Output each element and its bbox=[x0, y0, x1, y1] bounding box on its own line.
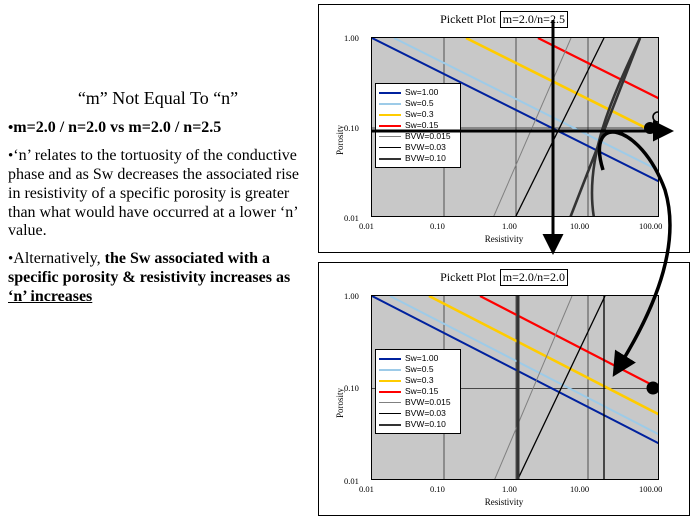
bullet-dot: • bbox=[8, 120, 14, 136]
legend-swatch-bvw0015 bbox=[379, 402, 401, 403]
panel-title-top-text: Pickett Plot bbox=[440, 12, 496, 26]
legend-label: BVW=0.03 bbox=[405, 142, 446, 152]
bullet-3-lead: Alternatively, bbox=[13, 250, 105, 268]
panel-title-bottom bbox=[319, 269, 689, 286]
legend-swatch-sw050 bbox=[379, 103, 401, 105]
legend-label: Sw=0.5 bbox=[405, 98, 434, 108]
x-tick-top-4: 10.00 bbox=[570, 221, 590, 231]
legend-swatch-sw050 bbox=[379, 369, 401, 371]
x-tick-bottom-3: 1.00 bbox=[502, 484, 517, 494]
legend-label: BVW=0.03 bbox=[405, 408, 446, 418]
legend-item bbox=[379, 364, 456, 375]
y-tick-top-3: 0.01 bbox=[344, 213, 359, 223]
panel-title-bottom-box: m=2.0/n=2.0 bbox=[500, 269, 568, 286]
legend-bottom bbox=[375, 349, 461, 434]
legend-swatch-bvw003 bbox=[379, 413, 401, 414]
bullet-2-text: ‘n’ relates to the tortuosity of the conductive phase and as Sw decreases the associated rise in resistivity of a specific porosity is greater than what would have occurred at a lower ‘n’ value. bbox=[8, 146, 299, 240]
legend-item bbox=[379, 98, 456, 109]
bullet-2 bbox=[8, 147, 308, 241]
x-tick-bottom-5: 100.00 bbox=[639, 484, 663, 494]
legend-label: Sw=0.15 bbox=[405, 120, 439, 130]
pickett-plot-top-panel bbox=[318, 4, 690, 253]
x-tick-top-3: 1.00 bbox=[502, 221, 517, 231]
bullet-dot: • bbox=[8, 147, 14, 164]
legend-item bbox=[379, 408, 456, 419]
legend-label: BVW=0.015 bbox=[405, 131, 451, 141]
legend-label: Sw=0.3 bbox=[405, 109, 434, 119]
legend-item bbox=[379, 109, 456, 120]
y-axis-label-bottom: Porosity bbox=[335, 387, 345, 418]
pickett-plot-bottom-panel bbox=[318, 262, 690, 516]
legend-label: Sw=0.3 bbox=[405, 375, 434, 385]
legend-item bbox=[379, 353, 456, 364]
bullet-dot: • bbox=[8, 251, 14, 268]
legend-swatch-bvw010 bbox=[379, 158, 401, 160]
x-tick-bottom-4: 10.00 bbox=[570, 484, 590, 494]
legend-item bbox=[379, 142, 456, 153]
legend-swatch-bvw0015 bbox=[379, 136, 401, 137]
legend-swatch-sw100 bbox=[379, 358, 401, 360]
panel-title-top bbox=[319, 11, 689, 28]
x-tick-top-1: 0.01 bbox=[359, 221, 374, 231]
legend-label: Sw=1.00 bbox=[405, 87, 439, 97]
legend-label: Sw=1.00 bbox=[405, 353, 439, 363]
legend-item bbox=[379, 153, 456, 164]
bullet-3 bbox=[8, 250, 308, 307]
bullet-1 bbox=[8, 119, 308, 138]
legend-item bbox=[379, 120, 456, 131]
legend-item bbox=[379, 419, 456, 430]
filled-circle-marker-bottom bbox=[647, 382, 660, 395]
text-column bbox=[8, 88, 308, 316]
filled-circle-marker-top bbox=[644, 122, 656, 134]
legend-item bbox=[379, 397, 456, 408]
y-tick-top-2: 0.10 bbox=[344, 123, 359, 133]
legend-item bbox=[379, 131, 456, 142]
x-tick-bottom-2: 0.10 bbox=[430, 484, 445, 494]
y-tick-bottom-3: 0.01 bbox=[344, 476, 359, 486]
panel-title-bottom-text: Pickett Plot bbox=[440, 270, 496, 284]
y-tick-bottom-2: 0.10 bbox=[344, 383, 359, 393]
legend-label: BVW=0.10 bbox=[405, 153, 446, 163]
legend-label: Sw=0.5 bbox=[405, 364, 434, 374]
x-tick-top-5: 100.00 bbox=[639, 221, 663, 231]
bullet-1-text: m=2.0 / n=2.0 vs m=2.0 / n=2.5 bbox=[13, 119, 222, 136]
legend-swatch-sw030 bbox=[379, 114, 401, 116]
x-tick-top-2: 0.10 bbox=[430, 221, 445, 231]
x-tick-bottom-1: 0.01 bbox=[359, 484, 374, 494]
x-axis-label-top: Resistivity bbox=[484, 234, 524, 244]
legend-item bbox=[379, 87, 456, 98]
page-title: “m” Not Equal To “n” bbox=[77, 88, 239, 108]
legend-swatch-sw015 bbox=[379, 391, 401, 393]
legend-item bbox=[379, 375, 456, 386]
panel-title-top-box: m=2.0/n=2.5 bbox=[500, 11, 568, 28]
legend-label: BVW=0.015 bbox=[405, 397, 451, 407]
y-tick-bottom-1: 1.00 bbox=[344, 291, 359, 301]
legend-top bbox=[375, 83, 461, 168]
bullet-3-underline: ‘n’ increases bbox=[8, 288, 93, 305]
legend-item bbox=[379, 386, 456, 397]
x-axis-label-bottom: Resistivity bbox=[484, 497, 524, 507]
legend-swatch-bvw010 bbox=[379, 424, 401, 426]
legend-swatch-sw100 bbox=[379, 92, 401, 94]
bullet-3-bold: the Sw associated with a specific porosity & resistivity increases as bbox=[8, 250, 291, 287]
legend-swatch-bvw003 bbox=[379, 147, 401, 148]
legend-label: Sw=0.15 bbox=[405, 386, 439, 396]
legend-label: BVW=0.10 bbox=[405, 419, 446, 429]
y-tick-top-1: 1.00 bbox=[344, 33, 359, 43]
open-circle-marker-top bbox=[653, 112, 659, 122]
y-axis-label-top: Porosity bbox=[335, 124, 345, 155]
legend-swatch-sw030 bbox=[379, 380, 401, 382]
legend-swatch-sw015 bbox=[379, 125, 401, 127]
